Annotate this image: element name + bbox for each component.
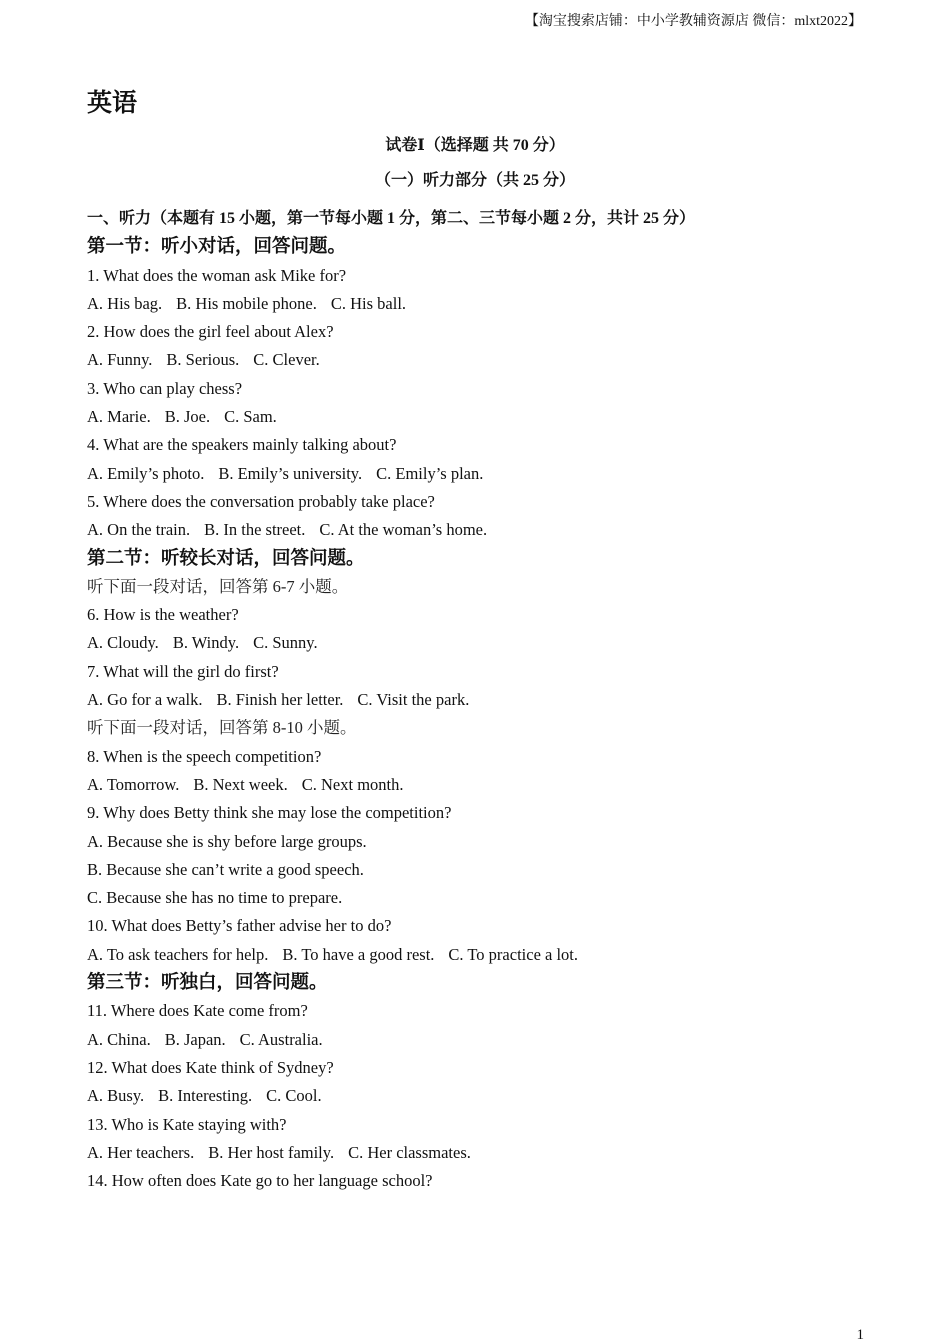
option: C. Because she has no time to prepare.	[87, 888, 343, 908]
option: C. Next month.	[301, 774, 404, 794]
option: A. Marie.	[87, 407, 151, 427]
option: B. Serious.	[166, 350, 240, 370]
option: B. Because she can’t write a good speech.	[87, 859, 364, 879]
option: A. Funny.	[87, 350, 153, 370]
option: C. Cool.	[266, 1086, 322, 1106]
options-row	[87, 941, 867, 969]
question: 13. Who is Kate staying with?	[87, 1114, 287, 1134]
listening-heading: 一、听力（本题有 15 小题，第一节每小题 1 分，第二、三节每小题 2 分，共计 25 分）	[87, 210, 696, 227]
section-title: 第一节：听小对话，回答问题。	[87, 237, 347, 258]
question: 7. What will the girl do first?	[87, 661, 279, 681]
paper-title: 试卷Ⅰ（选择题 共 70 分）	[385, 137, 565, 154]
option: A. Emily’s photo.	[87, 463, 205, 483]
question: 10. What does Betty’s father advise her to do?	[87, 916, 392, 936]
options-row	[87, 686, 867, 714]
exam-content	[87, 205, 867, 1195]
options-row	[87, 1082, 867, 1110]
option: B. His mobile phone.	[176, 293, 317, 313]
options-row	[87, 460, 867, 488]
options-row	[87, 403, 867, 431]
option: A. Because she is shy before large groups.	[87, 831, 367, 851]
question: 2. How does the girl feel about Alex?	[87, 322, 334, 342]
question: 14. How often does Kate go to her language school?	[87, 1171, 433, 1191]
page-header: 【淘宝搜索店铺：中小学教辅资源店 微信：mlxt2022】	[524, 14, 862, 29]
option: A. Tomorrow.	[87, 774, 180, 794]
option: A. Cloudy.	[87, 633, 159, 653]
section-title: 第三节：听独白，回答问题。	[87, 973, 328, 994]
instruction: 听下面一段对话，回答第 6-7 小题。	[87, 576, 349, 596]
options-row	[87, 516, 867, 544]
options-row	[87, 1139, 867, 1167]
question: 1. What does the woman ask Mike for?	[87, 265, 347, 285]
option: A. His bag.	[87, 293, 163, 313]
options-row	[87, 771, 867, 799]
option: C. At the woman’s home.	[319, 520, 488, 540]
option: C. Australia.	[239, 1029, 323, 1049]
option: C. His ball.	[330, 293, 407, 313]
option: B. In the street.	[204, 520, 306, 540]
option: C. Visit the park.	[357, 690, 470, 710]
option: B. Japan.	[164, 1029, 226, 1049]
options-row	[87, 346, 867, 374]
question: 11. Where does Kate come from?	[87, 1001, 308, 1021]
option: A. China.	[87, 1029, 151, 1049]
question: 6. How is the weather?	[87, 605, 239, 625]
option: B. To have a good rest.	[282, 944, 435, 964]
option: C. Emily’s plan.	[376, 463, 484, 483]
option: A. Busy.	[87, 1086, 145, 1106]
option: A. On the train.	[87, 520, 191, 540]
option: A. Her teachers.	[87, 1142, 195, 1162]
section-title: 第二节：听较长对话，回答问题。	[87, 548, 365, 569]
options-row	[87, 629, 867, 657]
page-title: 英语	[87, 90, 138, 117]
option: C. Clever.	[253, 350, 320, 370]
option: C. Her classmates.	[348, 1142, 471, 1162]
part-title: （一）听力部分（共 25 分）	[374, 172, 575, 189]
question: 4. What are the speakers mainly talking about?	[87, 435, 397, 455]
option: B. Windy.	[172, 633, 240, 653]
option: A. Go for a walk.	[87, 690, 203, 710]
option: B. Joe.	[164, 407, 211, 427]
option: C. Sunny.	[253, 633, 318, 653]
option: B. Next week.	[193, 774, 288, 794]
question: 8. When is the speech competition?	[87, 746, 322, 766]
option: C. Sam.	[224, 407, 277, 427]
page-number: 1	[856, 1327, 864, 1343]
question: 9. Why does Betty think she may lose the competition?	[87, 803, 452, 823]
option: B. Emily’s university.	[218, 463, 363, 483]
option: C. To practice a lot.	[448, 944, 579, 964]
question: 3. Who can play chess?	[87, 378, 243, 398]
option: B. Finish her letter.	[216, 690, 344, 710]
question: 12. What does Kate think of Sydney?	[87, 1057, 334, 1077]
options-row	[87, 1026, 867, 1054]
options-row	[87, 290, 867, 318]
question: 5. Where does the conversation probably take place?	[87, 491, 435, 511]
option: A. To ask teachers for help.	[87, 944, 269, 964]
option: B. Interesting.	[158, 1086, 253, 1106]
instruction: 听下面一段对话，回答第 8-10 小题。	[87, 718, 357, 738]
option: B. Her host family.	[208, 1142, 335, 1162]
